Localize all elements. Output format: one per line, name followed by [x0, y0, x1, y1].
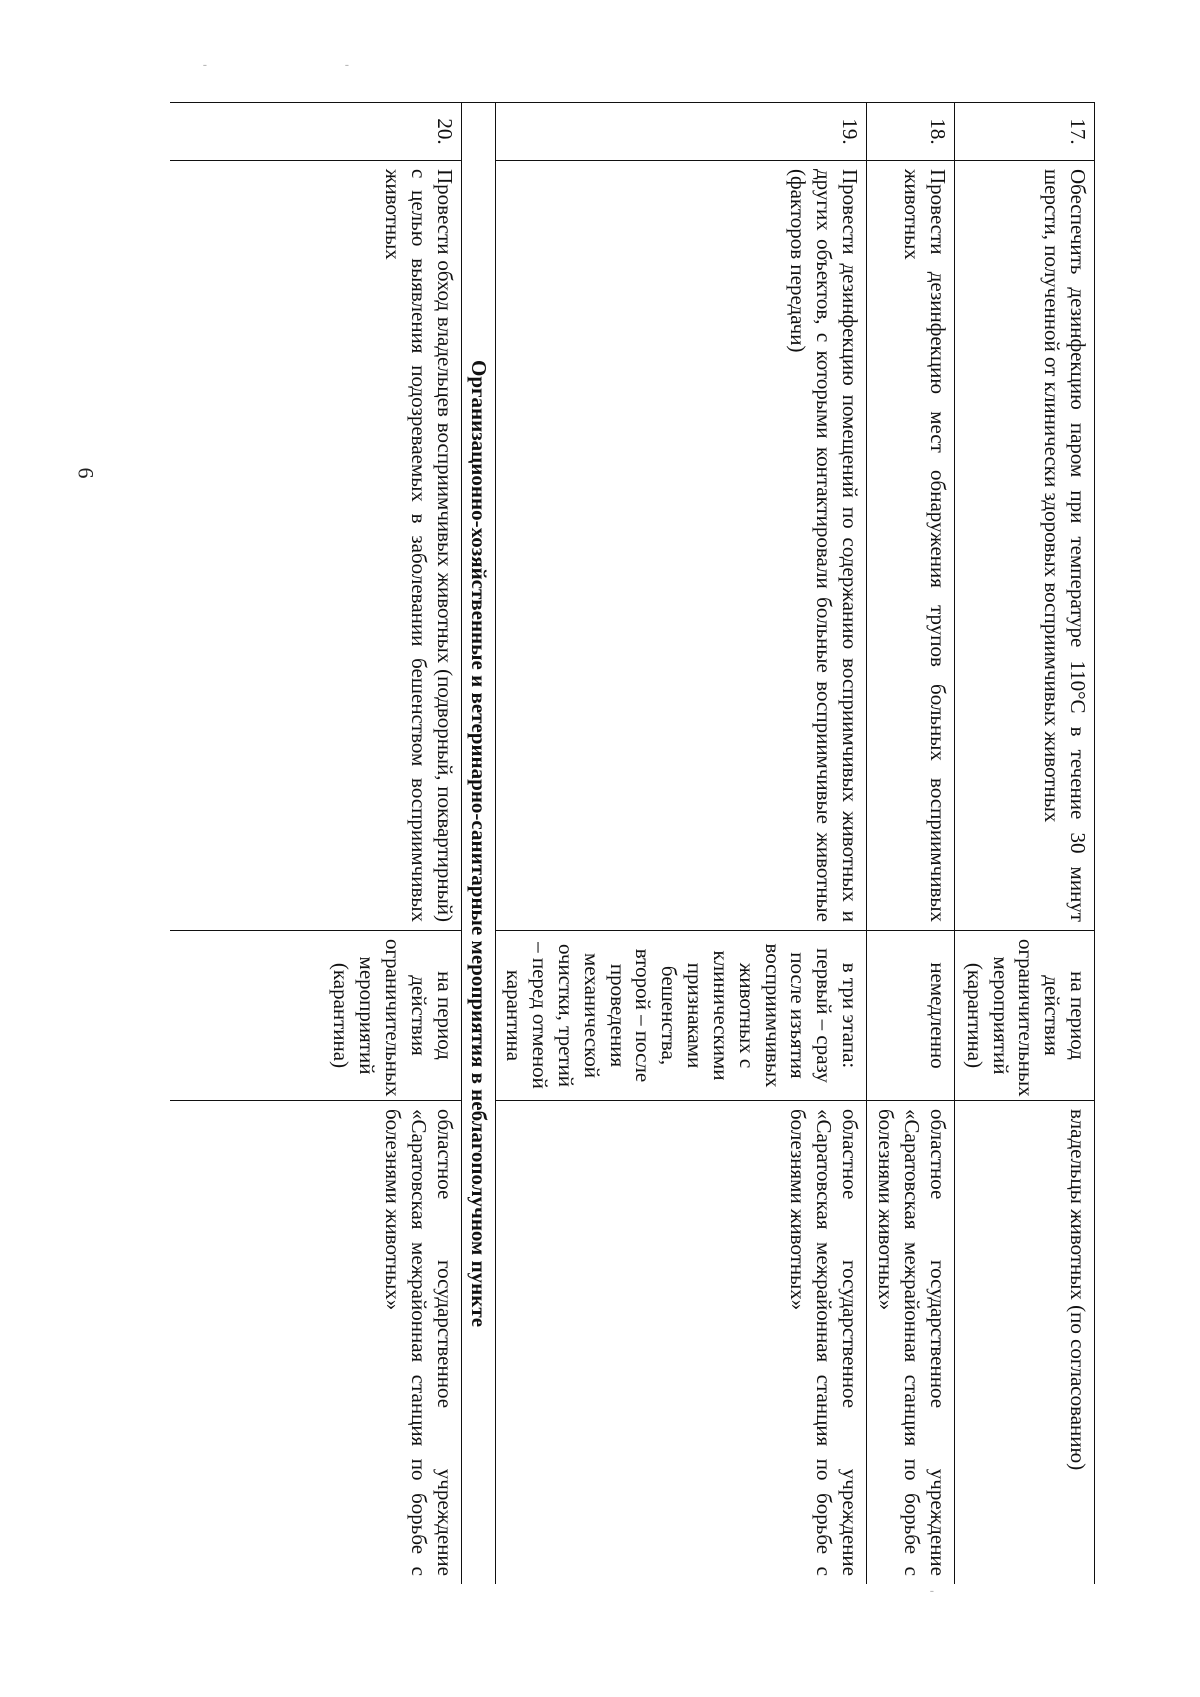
scan-mark: ˉ [203, 62, 207, 76]
table-row [170, 103, 461, 1585]
action-cell: Обеспечить дезинфекцию паром при температуре 110°С в течение 30 минут шерсти, полученной от клинически здоровых восприимчивых животных [955, 161, 1095, 931]
row-number: 18. [867, 103, 955, 161]
executor-cell: владельцы животных (по согласованию) [955, 1101, 1095, 1585]
row-number: 19. [496, 103, 867, 161]
table-row [955, 103, 1095, 1585]
action-cell: Провести дезинфекцию мест обнаружения трупов больных восприимчивых животных [867, 161, 955, 931]
executor-cell: областное государственное учреждение «Саратовская межрайонная станция по борьбе с болезнями животных» [867, 1101, 955, 1585]
section-heading: Организационно-хозяйственные и ветеринарно-санитарные мероприятия в неблагополучном пункте [461, 103, 496, 1585]
row-number: 17. [955, 103, 1095, 161]
deadline-cell: немедленно [867, 931, 955, 1101]
scan-mark: ˉ [345, 62, 349, 76]
section-row [461, 103, 496, 1585]
table-row [867, 103, 955, 1585]
rotated-table-container [170, 102, 1095, 1584]
measures-table [170, 102, 1095, 1584]
page-number: 6 [73, 467, 99, 479]
deadline-cell: на период действия ограничительных мероприятий (карантина) [955, 931, 1095, 1101]
table-row [496, 103, 867, 1585]
action-cell: Провести обход владельцев восприимчивых животных (подворный, поквартирный) с целью выявления подозреваемых в заболевании бешенством восприимчивых животных [170, 161, 461, 931]
row-number: 20. [170, 103, 461, 161]
action-cell: Провести дезинфекцию помещений по содержанию восприимчивых животных и других объектов, с которыми контактировали больные восприимчивые животные (факторов передачи) [496, 161, 867, 931]
executor-cell: областное государственное учреждение «Саратовская межрайонная станция по борьбе с болезнями животных» [170, 1101, 461, 1585]
deadline-cell: на период действия ограничительных мероприятий (карантина) [170, 931, 461, 1101]
executor-cell: областное государственное учреждение «Саратовская межрайонная станция по борьбе с болезнями животных» [496, 1101, 867, 1585]
scan-mark: ˉ [930, 1588, 934, 1602]
deadline-cell: в три этапа: первый – сразу после изъятия восприимчивых животных с клиническими признаками бешенства, второй – после проведения механической очистки, третий – перед отменой карантина [496, 931, 867, 1101]
